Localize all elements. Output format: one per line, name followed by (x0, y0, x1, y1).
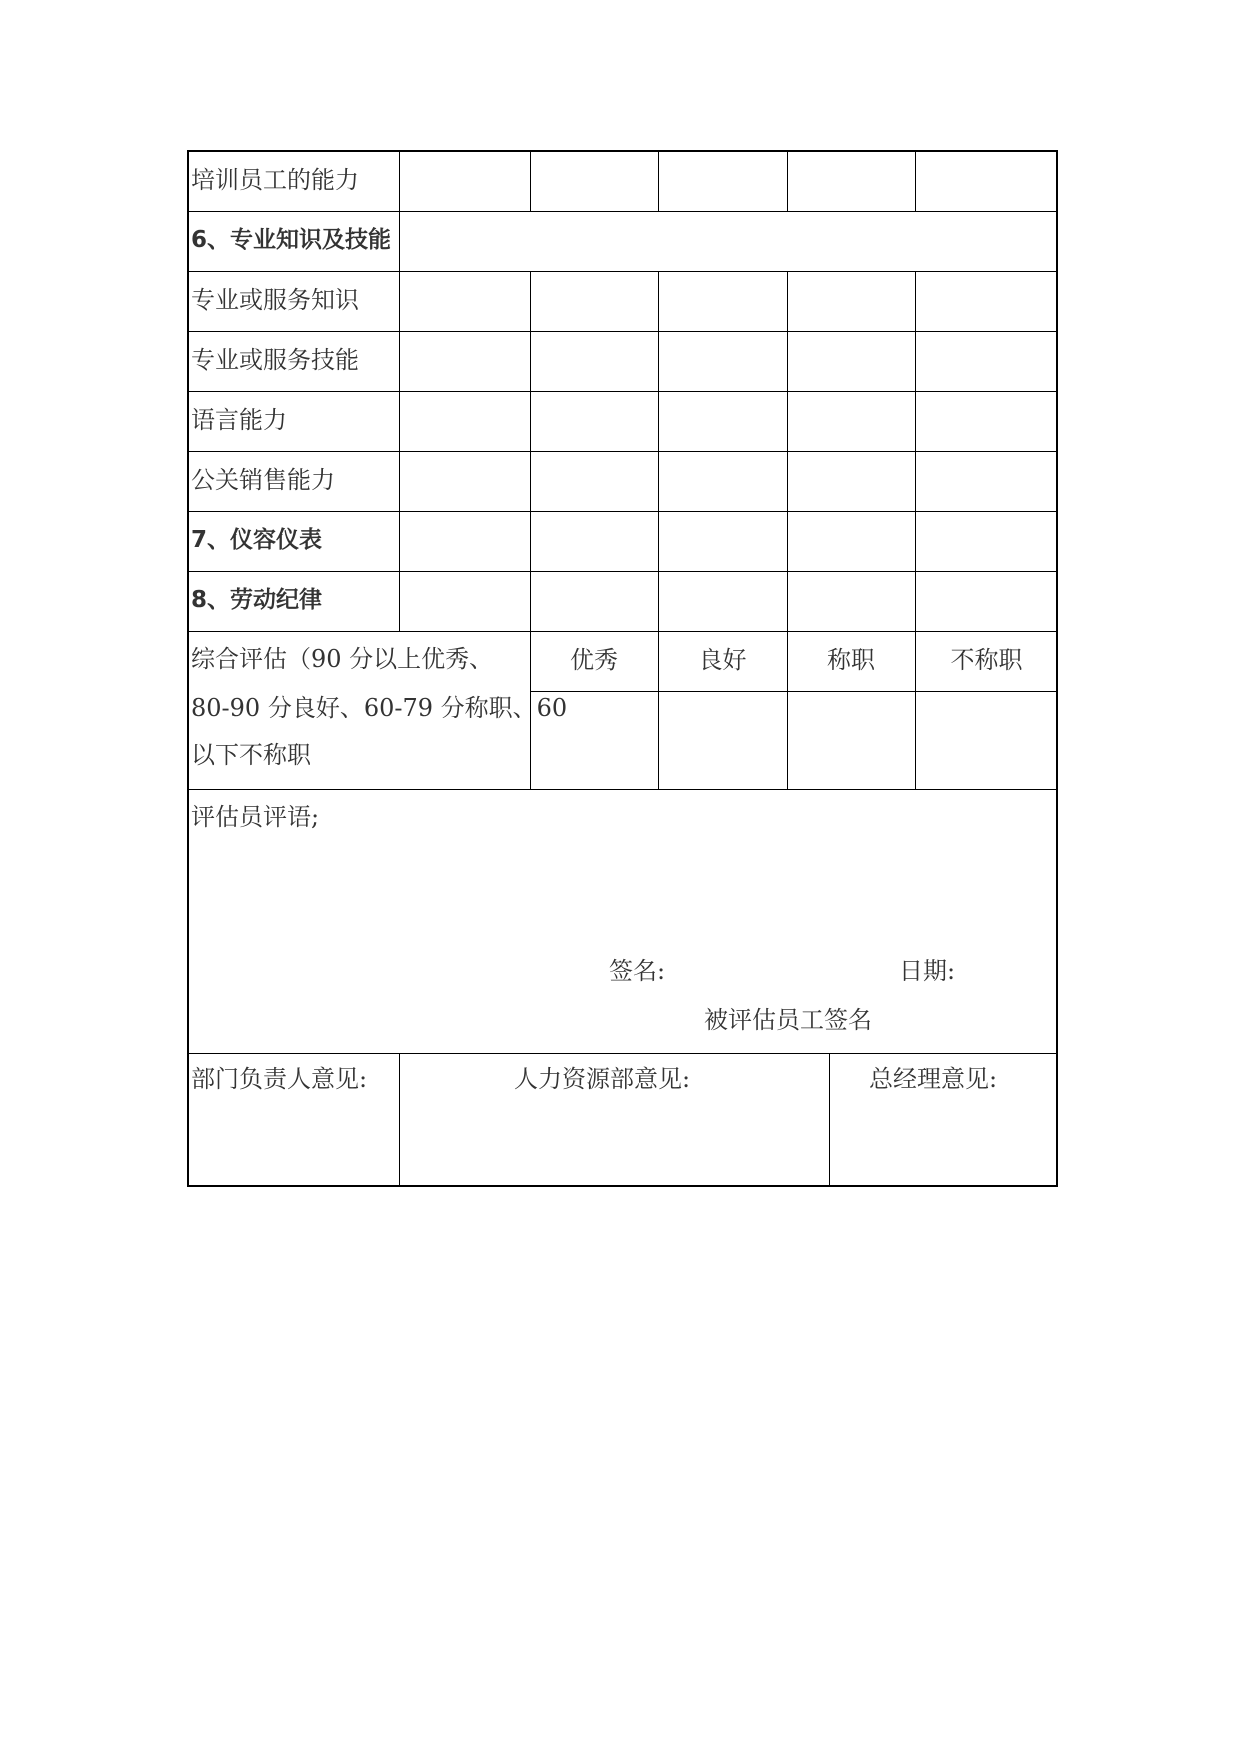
overall-label-line: 以下不称职 (191, 741, 311, 769)
section-title: 7、仪容仪表 (191, 527, 323, 553)
row-label: 专业或服务技能 (191, 346, 359, 374)
grade-incompetent: 不称职 (950, 646, 1023, 674)
row-label: 培训员工的能力 (191, 166, 359, 194)
signature-label: 签名: (609, 957, 666, 985)
evaluation-form-table (187, 150, 1058, 1187)
section-title: 6、专业知识及技能 (191, 227, 392, 253)
row-label: 公关销售能力 (191, 466, 335, 494)
department-head-opinion-label: 部门负责人意见: (191, 1065, 368, 1093)
overall-label-line: 综合评估（90 分以上优秀、 (191, 645, 494, 673)
row-label: 语言能力 (191, 406, 287, 434)
overall-label-line: 80-90 分良好、60-79 分称职、60 (191, 694, 568, 722)
row-label: 专业或服务知识 (191, 286, 359, 314)
hr-opinion-label: 人力资源部意见: (514, 1065, 691, 1093)
evaluator-comment-label: 评估员评语; (191, 803, 320, 831)
grade-good: 良好 (698, 646, 747, 674)
general-manager-opinion-label: 总经理意见: (869, 1065, 998, 1093)
date-label: 日期: (899, 957, 956, 985)
grade-excellent: 优秀 (570, 646, 618, 674)
employee-signature-label: 被评估员工签名 (704, 1006, 872, 1034)
grade-competent: 称职 (827, 646, 875, 674)
section-title: 8、劳动纪律 (191, 587, 323, 613)
